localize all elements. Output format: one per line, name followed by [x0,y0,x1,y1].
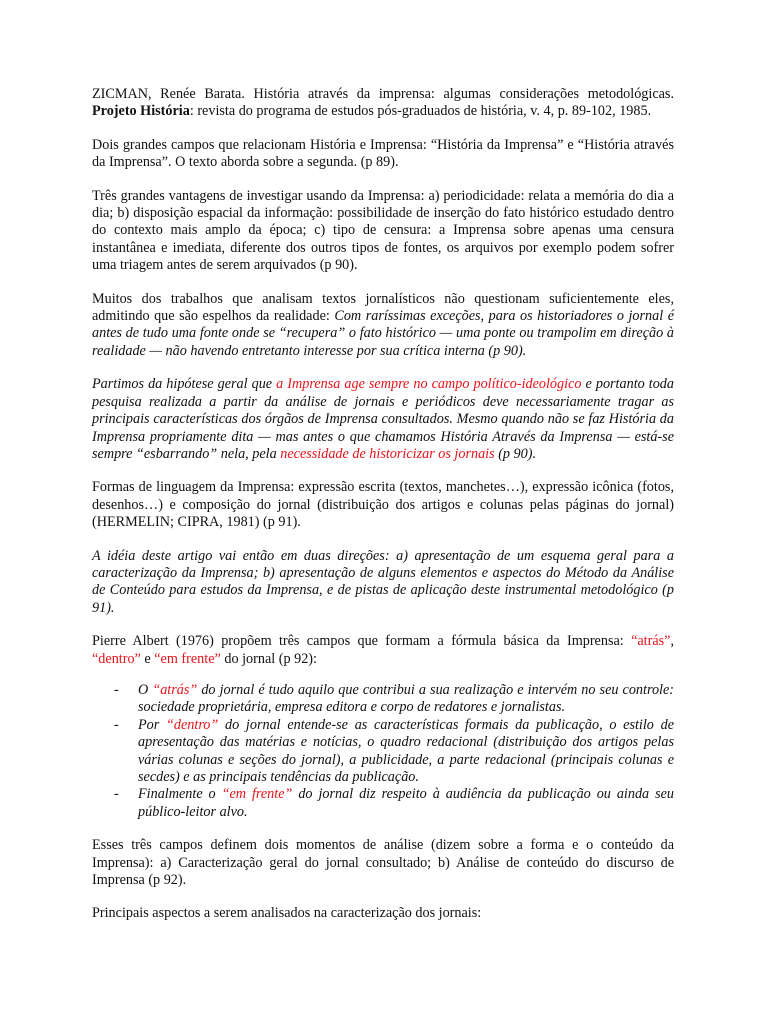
dash-bullet: - [114,681,119,698]
highlight-term: “atrás” [152,681,198,698]
paragraph-hypothesis-quote [92,376,674,463]
dash-bullet: - [114,716,119,733]
paragraph-main-aspects: Principais aspectos a serem analisados na caracterização dos jornais: [92,905,482,922]
citation-paragraph [92,86,674,121]
quotation-italic: Com raríssimas exceções, para os historiadores o jornal é antes de tudo uma fonte onde se “recupera” o fato histórico — uma ponte ou trampolim em direção à realidade — não havendo entretanto interesse por sua crítica interna (p 90). [92,308,674,359]
paragraph-article-idea: A idéia deste artigo vai então em duas direções: a) apresentação de um esquema geral para a caracterização da Imprensa; b) apresentação de alguns elementos e aspectos do Método da Análise de Conteúdo para estudos da Imprensa, e de pistas de aplicação deste instrumental metodológico (p 91). [92,547,674,616]
highlight-political-ideological: a Imprensa age sempre no campo político-ideológico [276,376,582,393]
quote-citation: (p 90). [494,445,537,462]
citation-text: ZICMAN, Renée Barata. História através da imprensa: algumas considerações metodológicas. [92,86,674,102]
highlight-em-frente: “em frente” [154,650,221,667]
dash-bullet: - [114,786,119,803]
paragraph-mirrors-of-reality [92,291,674,361]
highlight-dentro: “dentro” [92,650,141,667]
citation-journal-title: Projeto História [92,103,190,120]
quote-text: Partimos da hipótese geral que [92,376,277,393]
citation-details: : revista do programa de estudos pós-graduados de história, v. 4, p. 89-102, 1985. [189,103,652,120]
highlight-term: “dentro” [166,716,219,733]
paragraph-text: Pierre Albert (1976) propõem três campos que formam a fórmula básica da Imprensa: [92,633,632,650]
highlight-term: “em frente” [221,786,293,803]
list-item: - Por “dentro” do jornal entende-se as características formais da publicação, o estilo de apresentação das matérias e notícias, o quadro redacional (distribuição dos artigos pelas várias colunas e seções do jornal), a publicidade, a parte redacional (principais colunas e secdes) e as principais tendências da publicação. [114,716,674,785]
highlight-atras: “atrás” [631,633,671,650]
paragraph-two-fields: Dois grandes campos que relacionam História e Imprensa: “História da Imprensa” e “História através da Imprensa”. O texto aborda sobre a segunda. (p 89). [92,136,674,171]
paragraph-text: do jornal (p 92): [220,650,317,667]
highlight-historicize-newspapers: necessidade de historicizar os jornais [280,445,495,462]
paragraph-language-forms: Formas de linguagem da Imprensa: expressão escrita (textos, manchetes…), expressão icônica (fotos, desenhos…) e composição do jornal (distribuição dos artigos e colunas pelas páginas do jornal) (HERMELIN; CIPRA, 1981) (p 91). [92,479,674,531]
three-fields-list [92,682,674,821]
paragraph-three-fields: Pierre Albert (1976) propõem três campos que formam a fórmula básica da Imprensa: “atrás”, “dentro” e “em frente” do jornal (p 92): [92,633,674,667]
list-item: - Finalmente o “em frente” do jornal diz respeito à audiência da publicação ou ainda seu público-leitor alvo. [114,786,674,820]
paragraph-analysis-moments: Esses três campos definem dois momentos de análise (dizem sobre a forma e o conteúdo da Imprensa): a) Caracterização geral do jornal consultado; b) Análise de conteúdo do discurso de Imprensa (p 92). [92,837,674,889]
paragraph-text: Muitos dos trabalhos que analisam textos jornalísticos não questionam suficientemente eles, admitindo que são espelhos da realidade: [92,290,674,325]
list-item: - O “atrás” do jornal é tudo aquilo que contribui a sua realização e intervém no seu controle: sociedade proprietária, empresa editora e corpo de redatores e jornalistas. [114,681,674,716]
quote-text: e portanto toda pesquisa realizada a partir da análise de jornais e periódicos deve necessariamente tragar as principais características dos órgãos de Imprensa consultados. Mesmo quando não se faz História da Imprensa propriamente dita — mas antes o que chamamos História Através da Imprensa — está-se sempre “esbarrando” nela, pela [92,376,674,462]
paragraph-advantages: Três grandes vantagens de investigar usando da Imprensa: a) periodicidade: relata a memória do dia a dia; b) disposição espacial da informação: possibilidade de inserção do fato histórico estudado dentro do contexto mais amplo da época; c) tipo de censura: a Imprensa sobre apenas uma censura instantânea e imediata, diferente dos outros tipos de fontes, os arquivos por exemplo podem sofrer uma triagem antes de serem arquivados (p 90). [92,187,674,274]
